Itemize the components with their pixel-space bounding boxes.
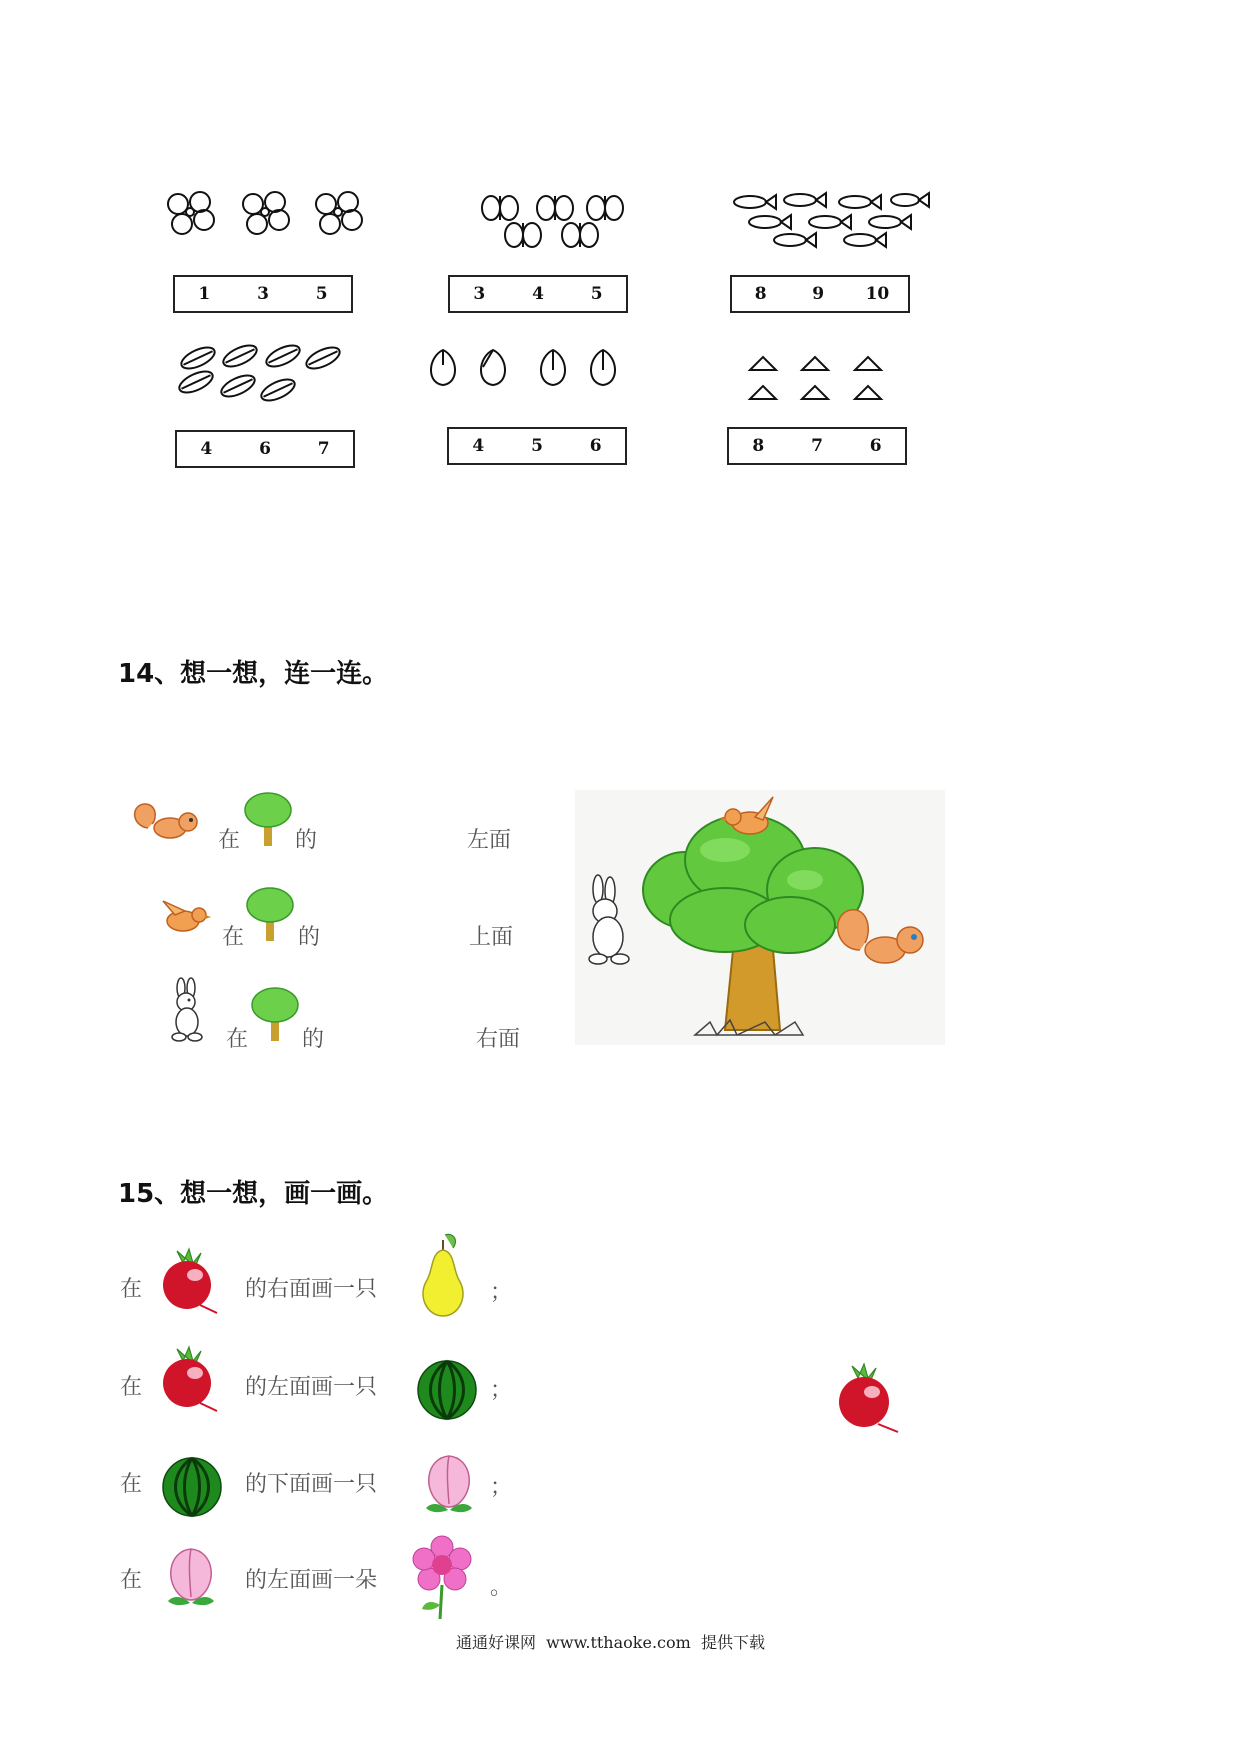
of-word: 的 <box>302 1027 325 1052</box>
flower-icon <box>410 1535 475 1620</box>
flowers-drawing <box>160 185 375 240</box>
of-word: 的 <box>298 925 321 950</box>
peach-icon <box>418 1450 480 1515</box>
triangles-drawing <box>745 355 890 405</box>
peaches-drawing <box>423 345 623 390</box>
in-word: 在 <box>120 1375 143 1400</box>
number-choice[interactable]: 5 <box>315 284 328 304</box>
position-above-option[interactable]: 上面 <box>469 925 514 950</box>
number-choice[interactable]: 4 <box>472 436 485 456</box>
bird-icon <box>155 895 210 940</box>
row-end-punct: ； <box>490 1378 513 1403</box>
mini-tree-icon <box>245 885 295 945</box>
butterflies-drawing <box>475 190 635 255</box>
rabbit-icon <box>165 978 210 1043</box>
instruction-text: 的下面画一只 <box>245 1472 378 1497</box>
number-choice[interactable]: 1 <box>198 284 211 304</box>
in-word: 在 <box>120 1277 143 1302</box>
number-choice[interactable]: 7 <box>317 439 330 459</box>
pear-icon <box>413 1230 473 1320</box>
fish-drawing <box>730 190 935 250</box>
tree-scene-image <box>575 790 945 1045</box>
number-choice[interactable]: 6 <box>589 436 602 456</box>
number-choice[interactable]: 6 <box>869 436 882 456</box>
in-word: 在 <box>218 828 241 853</box>
number-choice[interactable]: 3 <box>257 284 269 304</box>
row-end-punct: 。 <box>490 1575 513 1600</box>
radish-icon <box>155 1245 225 1315</box>
leaves-drawing <box>178 340 348 410</box>
footer-credit: 通通好课网 www.tthaoke.com 提供下载 <box>456 1633 765 1652</box>
number-choice[interactable]: 4 <box>200 439 213 459</box>
number-choice[interactable]: 5 <box>590 284 603 304</box>
number-choice[interactable]: 3 <box>473 284 486 304</box>
mini-tree-icon <box>243 790 293 850</box>
number-choice[interactable]: 8 <box>752 436 765 456</box>
mini-tree-icon <box>250 985 300 1045</box>
radish-drawing-area-icon <box>830 1360 905 1435</box>
number-choice-box <box>175 430 355 468</box>
radish-icon <box>155 1343 225 1413</box>
in-word: 在 <box>226 1027 249 1052</box>
of-word: 的 <box>295 828 318 853</box>
in-word: 在 <box>120 1568 143 1593</box>
number-choice[interactable]: 6 <box>259 439 271 459</box>
row-end-punct: ； <box>490 1280 513 1305</box>
number-choice[interactable]: 8 <box>754 284 767 304</box>
number-choice-box <box>730 275 910 313</box>
watermelon-icon <box>415 1358 480 1423</box>
number-choice[interactable]: 5 <box>531 436 543 456</box>
squirrel-icon <box>130 798 205 843</box>
number-choice-box <box>447 427 627 465</box>
peach-icon <box>160 1543 222 1608</box>
question-14-title: 14、想一想，连一连。 <box>118 659 389 689</box>
in-word: 在 <box>120 1472 143 1497</box>
instruction-text: 的左面画一朵 <box>245 1568 378 1593</box>
row-end-punct: ； <box>490 1475 513 1500</box>
position-right-option[interactable]: 右面 <box>476 1027 521 1052</box>
watermelon-icon <box>160 1455 225 1520</box>
number-choice-box <box>173 275 353 313</box>
number-choice[interactable]: 10 <box>865 284 890 304</box>
in-word: 在 <box>222 925 245 950</box>
number-choice-box <box>448 275 628 313</box>
position-left-option[interactable]: 左面 <box>467 828 512 853</box>
number-choice[interactable]: 9 <box>812 284 825 304</box>
question-15-title: 15、想一想，画一画。 <box>118 1179 389 1209</box>
instruction-text: 的右面画一只 <box>245 1277 378 1302</box>
number-choice[interactable]: 7 <box>811 436 823 456</box>
instruction-text: 的左面画一只 <box>245 1375 378 1400</box>
number-choice[interactable]: 4 <box>532 284 544 304</box>
number-choice-box <box>727 427 907 465</box>
